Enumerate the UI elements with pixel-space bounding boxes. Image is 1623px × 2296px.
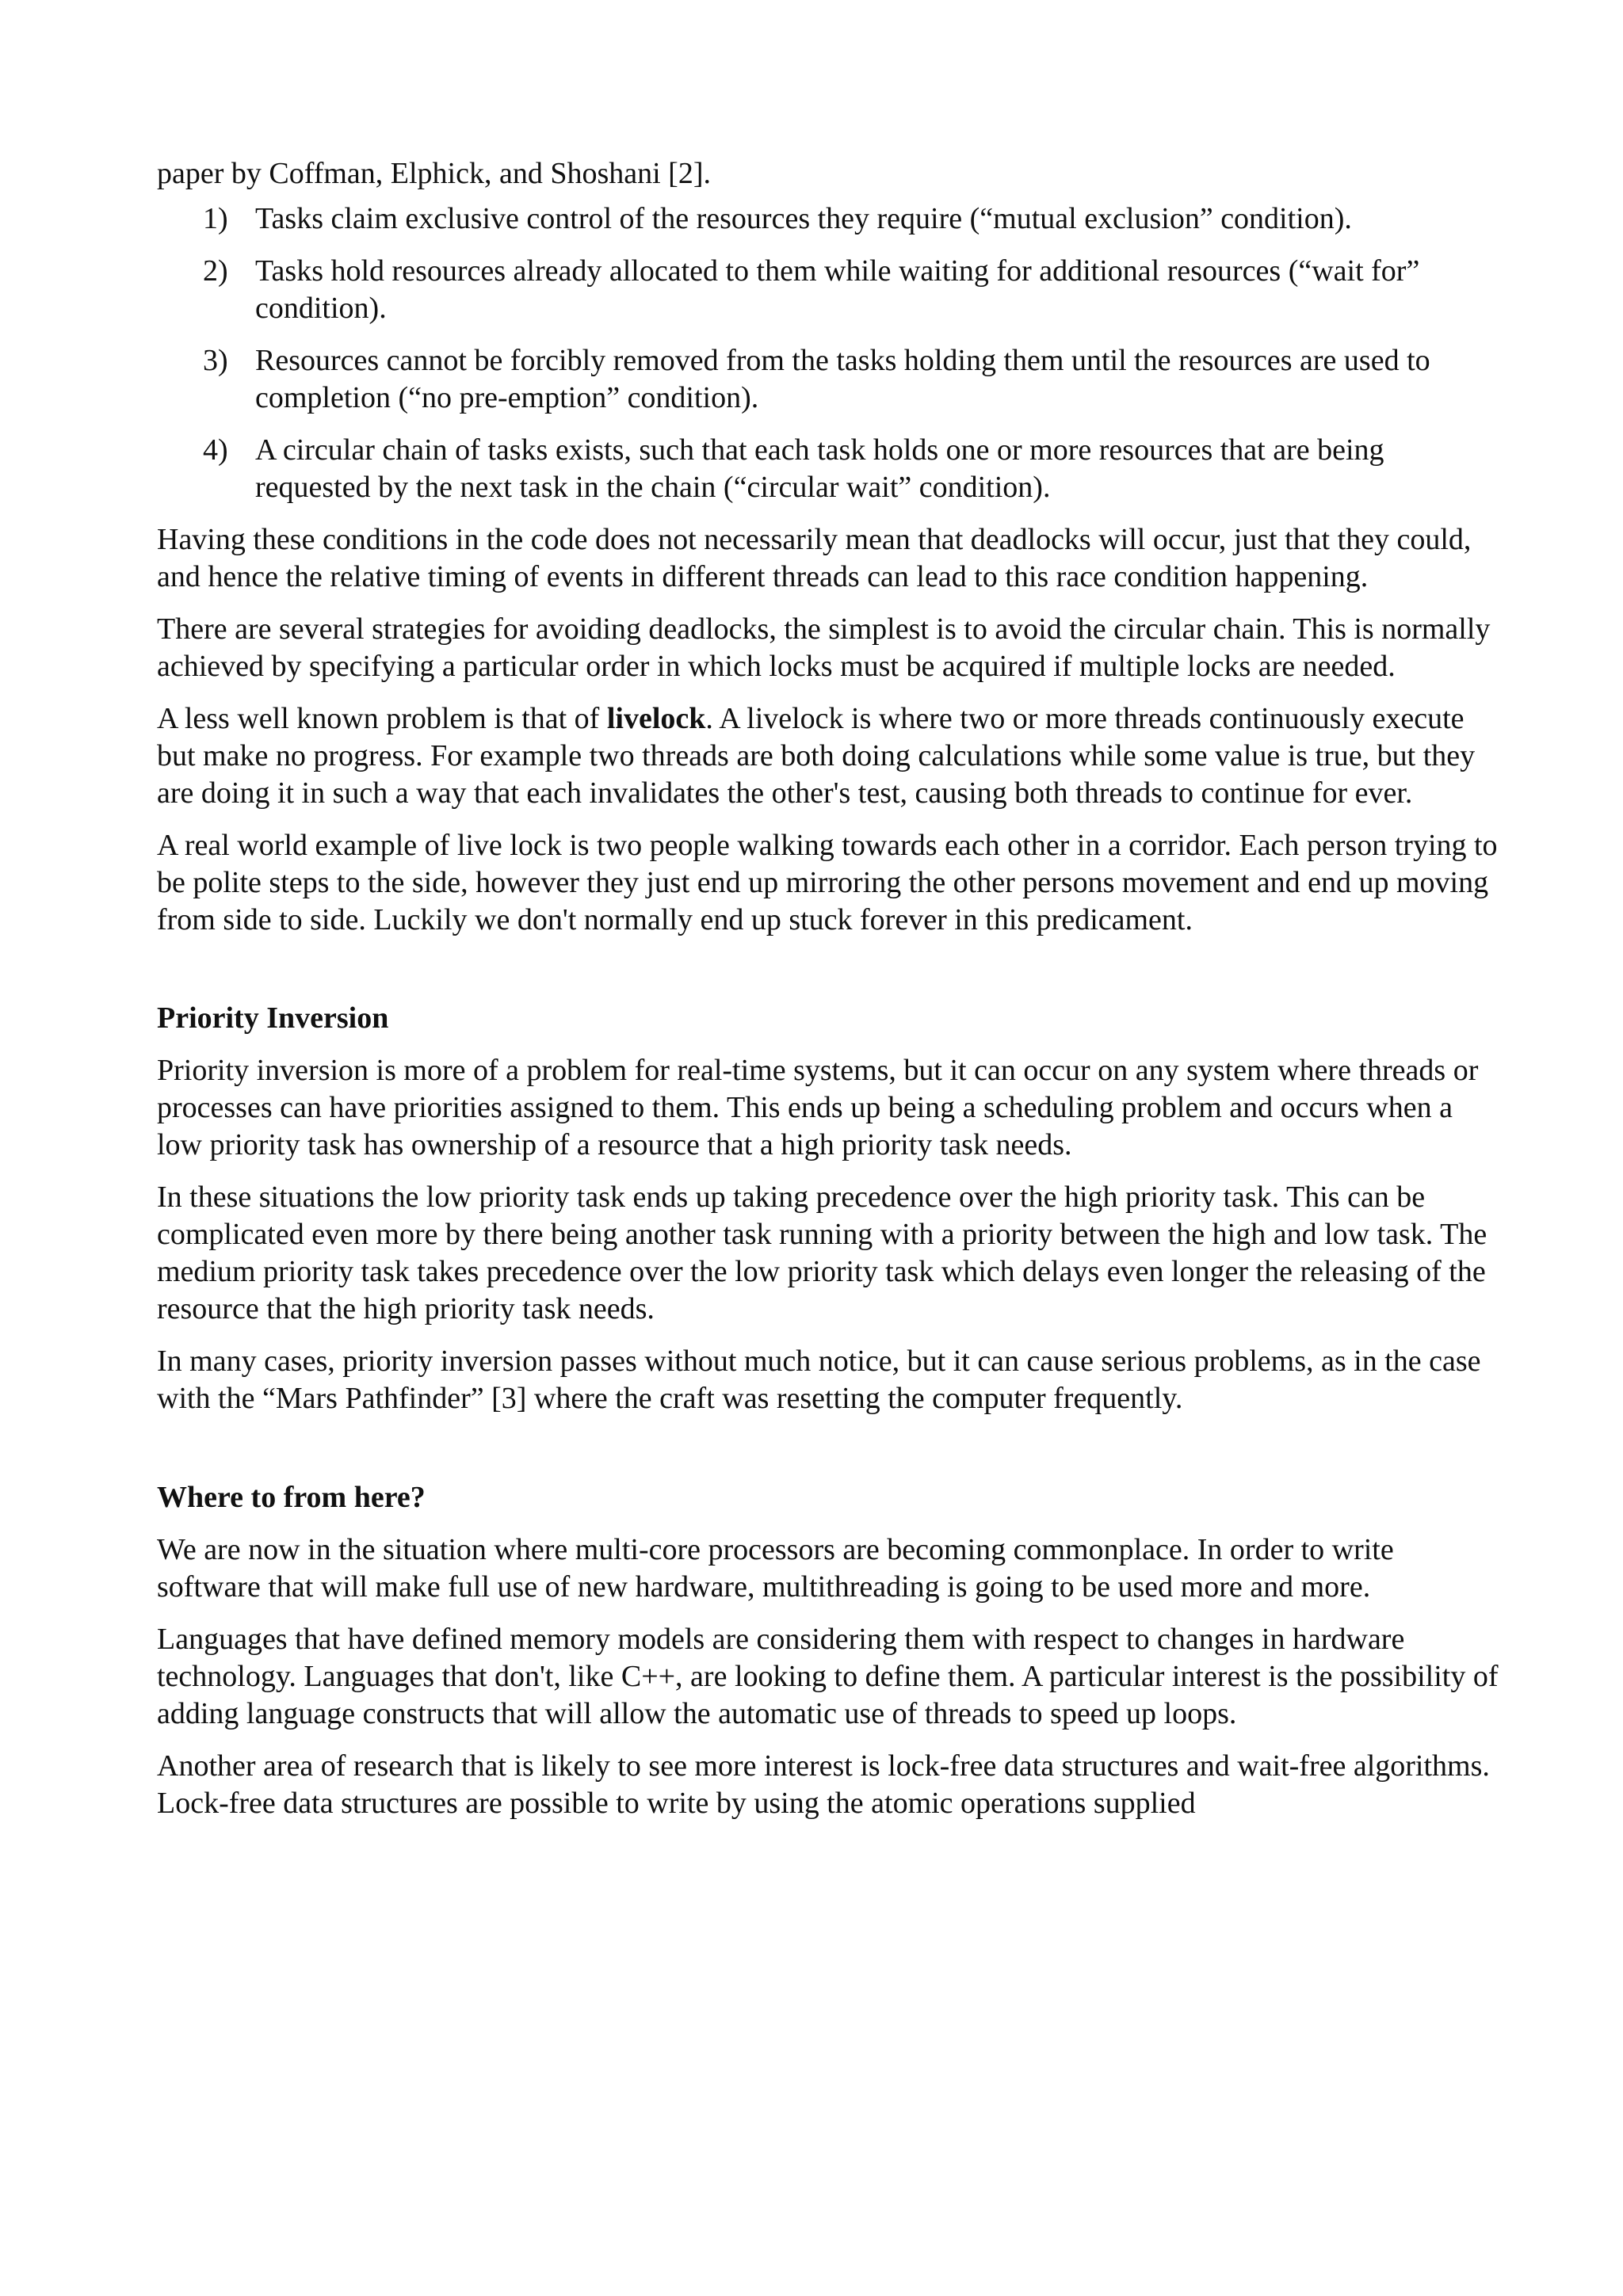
livelock-term: livelock [606,702,706,735]
list-item [157,432,1504,506]
list-item-number: 2) [203,254,228,288]
paragraph-avoid-strategies: There are several strategies for avoiding deadlocks, the simplest is to avoid the circular chain. This is normally achieved by specifying a particular order in which locks must be acquired if multiple locks are needed. [157,612,1491,683]
list-item-number: 3) [203,344,228,377]
list-item-text: Tasks claim exclusive control of the resources they require (“mutual exclusion” condition). [255,202,1352,235]
intro-text: paper by Coffman, Elphick, and Shoshani [2]. [157,157,711,190]
paragraph-having-conditions: Having these conditions in the code does not necessarily mean that deadlocks will occur, just that they could, and hence the relative timing of events in different threads can lead to this race condition happening. [157,523,1472,593]
heading-priority-inversion: Priority Inversion [157,1001,389,1035]
list-item-text: A circular chain of tasks exists, such that each task holds one or more resources that are being requested by the next task in the chain (“circular wait” condition). [255,433,1384,504]
paragraph-where-3: Another area of research that is likely to see more interest is lock-free data structures and wait-free algorithms. Lock-free data structures are possible to write by using the atomic operations supplied [157,1749,1490,1820]
list-item [157,253,1504,327]
livelock-text-before: A less well known problem is that of [157,702,607,735]
document-page [157,155,1504,1837]
heading-where-to-from-here: Where to from here? [157,1481,426,1514]
paragraph-priority-1: Priority inversion is more of a problem for real-time systems, but it can occur on any system where threads or processes can have priorities assigned to them. This ends up being a scheduling problem and occurs when a low priority task has ownership of a resource that a high priority task needs. [157,1054,1479,1161]
deadlock-conditions-list [157,200,1504,506]
paragraph-real-world-example: A real world example of live lock is two people walking towards each other in a corridor. Each person trying to be polite steps to the side, however they just end up mirroring the other persons movement and end up moving from side to side. Luckily we don't normally end up stuck forever in this predicament. [157,829,1498,936]
livelock-text-after: . A livelock is where two or more threads continuously execute but make no progress. For example two threads are both doing calculations while some value is true, but they are doing it in such a way that each invalidates the other's test, causing both threads to continue for ever. [157,702,1476,810]
paragraph-where-2: Languages that have defined memory models are considering them with respect to changes in hardware technology. Languages that don't, like C++, are looking to define them. A particular interest is the possibility of adding language constructs that will allow the automatic use of threads to speed up loops. [157,1623,1499,1730]
paragraph-priority-2: In these situations the low priority task ends up taking precedence over the high priority task. This can be complicated even more by there being another task running with a priority between the high and low task. The medium priority task takes precedence over the low priority task which delays even longer the releasing of the resource that the high priority task needs. [157,1180,1487,1325]
list-item [157,200,1504,238]
list-item-number: 4) [203,433,228,467]
paragraph-priority-3: In many cases, priority inversion passes without much notice, but it can cause serious problems, as in the case with the “Mars Pathfinder” [3] where the craft was resetting the computer frequently. [157,1344,1481,1415]
list-item-text: Resources cannot be forcibly removed from the tasks holding them until the resources are used to completion (“no pre-emption” condition). [255,344,1430,414]
list-item-number: 1) [203,202,228,235]
paragraph-where-1: We are now in the situation where multi-core processors are becoming commonplace. In order to write software that will make full use of new hardware, multithreading is going to be used more and more. [157,1533,1394,1604]
list-item [157,342,1504,417]
list-item-text: Tasks hold resources already allocated to them while waiting for additional resources (“wait for” condition). [255,254,1420,325]
paragraph-livelock [157,700,1504,812]
